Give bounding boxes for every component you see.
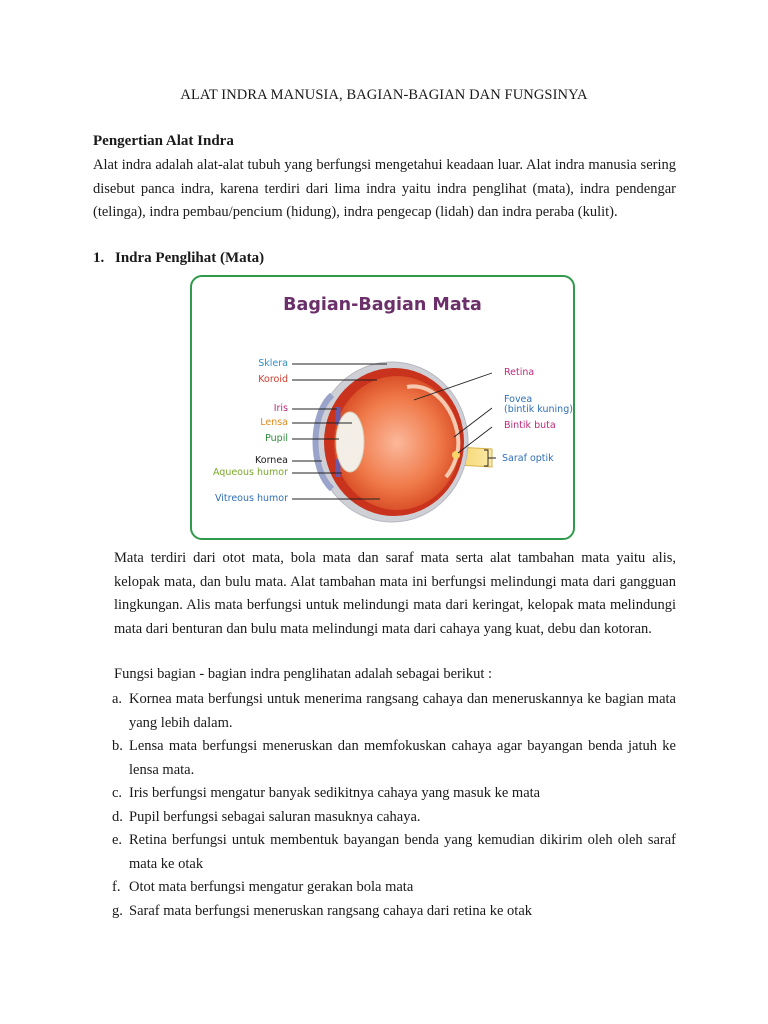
list-item: [110, 806, 676, 830]
label-bintik-kuning: (bintik kuning): [504, 404, 573, 415]
label-iris: Iris: [273, 403, 288, 414]
list-marker: e.: [112, 832, 123, 848]
label-kornea: Kornea: [255, 455, 288, 466]
list-item: [110, 900, 676, 924]
eye-paragraph: Mata terdiri dari otot mata, bola mata dan saraf mata serta alat tambahan mata yaitu alis, kelopak mata, dan bulu mata. Alat tambahan mata ini berfungsi melindungi mata dari gangguan lingkungan. Alis mata berfungsi untuk melindungi mata dari keringat, kelopak mata melindungi mata dari benturan dan bulu mata melindungi mata dari cahaya yang kuat, debu dan kotoran.: [114, 550, 676, 638]
section-heading: Pengertian Alat Indra: [93, 133, 234, 149]
list-item-text: Otot mata berfungsi mengatur gerakan bola mata: [129, 879, 414, 895]
label-aqueous-humor: Aqueous humor: [212, 467, 288, 478]
list-item-text: Retina berfungsi untuk membentuk bayangan benda yang kemudian dikirim oleh oleh saraf mata ke otak: [129, 832, 676, 872]
label-vitreous-humor: Vitreous humor: [214, 493, 288, 504]
label-retina: Retina: [504, 367, 535, 378]
label-sklera: Sklera: [258, 358, 288, 369]
functions-list: [110, 688, 676, 923]
list-marker: a.: [112, 691, 123, 707]
list-item-text: Kornea mata berfungsi untuk menerima rangsang cahaya dan meneruskannya ke bagian mata yang lebih dalam.: [129, 691, 676, 731]
eye-diagram-figure: [190, 275, 575, 540]
functions-intro: Fungsi bagian - bagian indra penglihatan adalah sebagai berikut :: [114, 666, 493, 682]
subsection-title: Indra Penglihat (Mata): [115, 250, 265, 266]
document-title: ALAT INDRA MANUSIA, BAGIAN-BAGIAN DAN FUNGSINYA: [180, 87, 588, 103]
definition-paragraph: Alat indra adalah alat-alat tubuh yang berfungsi mengetahui keadaan luar. Alat indra manusia sering disebut panca indra, karena terdiri dari lima indra yaitu indra penglihat (mata), indra pendengar (telinga), indra pembau/pencium (hidung), indra pengecap (lidah) dan indra peraba (kulit).: [93, 157, 676, 221]
list-marker: g.: [112, 902, 123, 919]
label-lensa: Lensa: [260, 417, 288, 428]
list-item-text: Pupil berfungsi sebagai saluran masuknya cahaya.: [129, 808, 421, 825]
list-item-text: Lensa mata berfungsi meneruskan dan memfokuskan cahaya agar bayangan benda jatuh ke lensa mata.: [129, 738, 676, 778]
label-koroid: Koroid: [258, 374, 288, 385]
list-item-text: Saraf mata berfungsi meneruskan rangsang cahaya dari retina ke otak: [129, 902, 533, 919]
list-marker: d.: [112, 808, 123, 825]
list-item: [110, 829, 676, 876]
subsection-number: 1.: [93, 250, 105, 266]
list-item: [110, 876, 676, 900]
list-item-text: Iris berfungsi mengatur banyak sedikitnya cahaya yang masuk ke mata: [129, 785, 541, 801]
list-marker: f.: [112, 879, 121, 895]
list-marker: c.: [112, 785, 123, 801]
label-pupil: Pupil: [265, 433, 288, 444]
figure-title: Bagian-Bagian Mata: [283, 295, 482, 315]
list-item: [110, 688, 676, 735]
list-item: [110, 735, 676, 782]
list-marker: b.: [112, 738, 123, 754]
list-item: [110, 782, 676, 806]
label-saraf-optik: Saraf optik: [502, 453, 554, 464]
label-bintik-buta: Bintik buta: [504, 420, 556, 431]
label-fovea: Fovea: [504, 394, 533, 405]
lens-shape: [336, 412, 364, 472]
subsection-heading: [93, 250, 264, 267]
